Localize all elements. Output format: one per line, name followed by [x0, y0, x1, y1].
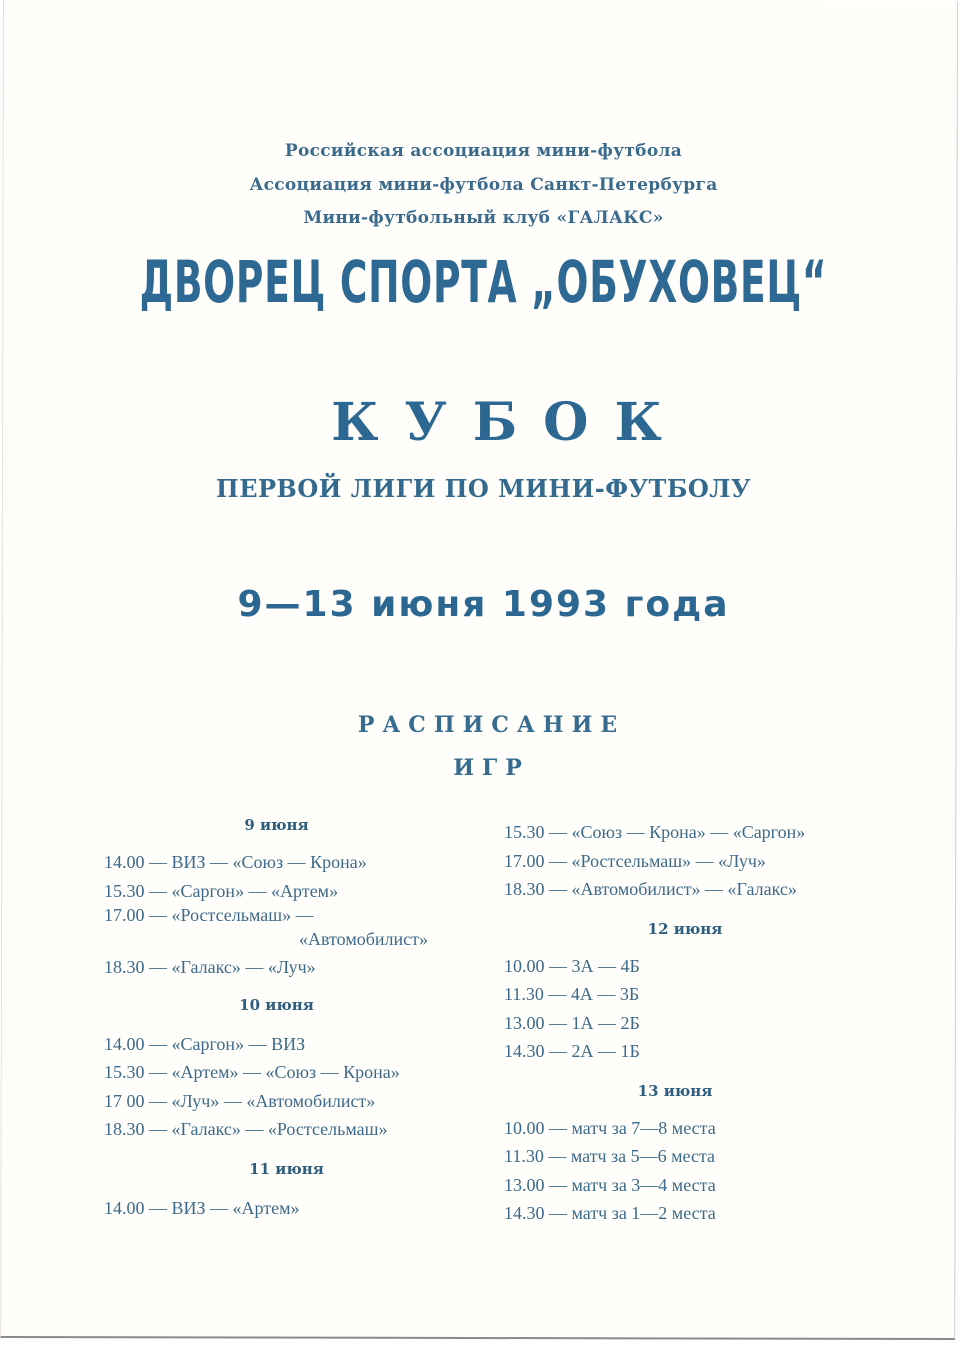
event-dates: 9—13 июня 1993 года: [237, 584, 730, 625]
match-row: 17.00 — «Ростсельмаш» — «Луч»: [504, 850, 766, 871]
org-line-2: Ассоциация мини-футбола Санкт-Петербурга: [249, 175, 718, 195]
day-heading: 9 июня: [244, 816, 309, 834]
match-list: [104, 1194, 464, 1223]
match-row: 14.00 — ВИЗ — «Артем»: [104, 1197, 300, 1218]
match-row-continued: «Автомобилист»: [299, 929, 428, 949]
day-heading: 13 июня: [637, 1081, 713, 1100]
schedule-subtitle: ИГР: [453, 755, 530, 781]
match-row: 14.00 — «Саргон» — ВИЗ: [104, 1033, 306, 1054]
day-heading: 10 июня: [239, 995, 314, 1014]
venue-title: ДВОРЕЦ СПОРТА „ОБУХОВЕЦ“: [139, 248, 828, 316]
match-row: 15.30 — «Союз — Крона» — «Саргон»: [504, 822, 806, 842]
match-list: [504, 818, 864, 904]
schedule-right-column: [504, 818, 864, 1228]
match-row: 11.30 — матч за 5—6 места: [504, 1146, 716, 1166]
cup-heading: КУБОК: [331, 392, 688, 453]
match-row: 11.30 — 4А — 3Б: [504, 984, 640, 1004]
day-heading: 12 июня: [647, 919, 723, 938]
match-row: 13.00 — матч за 3—4 места: [504, 1174, 716, 1195]
org-line-3: Мини-футбольный клуб «ГАЛАКС»: [303, 208, 664, 228]
match-list: [504, 952, 864, 1066]
match-row: 18.30 — «Галакс» — «Ростсельмаш»: [104, 1119, 388, 1139]
match-row: 15.30 — «Артем» — «Союз — Крона»: [104, 1062, 400, 1082]
match-row: 10.00 — 3А — 4Б: [504, 955, 640, 976]
match-list: [104, 848, 464, 982]
org-line-1: Российская ассоциация мини-футбола: [284, 141, 683, 161]
match-row: 13.00 — 1А — 2Б: [504, 1012, 640, 1033]
match-row: 17.00 — «Ростсельмаш» —: [104, 905, 314, 925]
schedule-title: РАСПИСАНИЕ: [357, 712, 626, 738]
match-row: 18.30 — «Автомобилист» — «Галакс»: [504, 879, 797, 899]
day-heading: 11 июня: [249, 1159, 324, 1178]
match-row: 10.00 — матч за 7—8 места: [504, 1117, 716, 1138]
match-list: [104, 1030, 464, 1144]
match-list: [504, 1114, 864, 1228]
match-row: 14.30 — 2А — 1Б: [504, 1041, 640, 1061]
match-row: 15.30 — «Саргон» — «Артем»: [104, 880, 339, 901]
match-row: 18.30 — «Галакс» — «Луч»: [104, 957, 316, 977]
match-row: 17 00 — «Луч» — «Автомобилист»: [104, 1090, 376, 1111]
schedule-left-column: [104, 816, 464, 1222]
cup-subtitle: ПЕРВОЙ ЛИГИ ПО МИНИ-ФУТБОЛУ: [216, 474, 751, 503]
match-row: 14.00 — ВИЗ — «Союз — Крона»: [104, 852, 367, 872]
match-row: 14.30 — матч за 1—2 места: [504, 1203, 716, 1223]
